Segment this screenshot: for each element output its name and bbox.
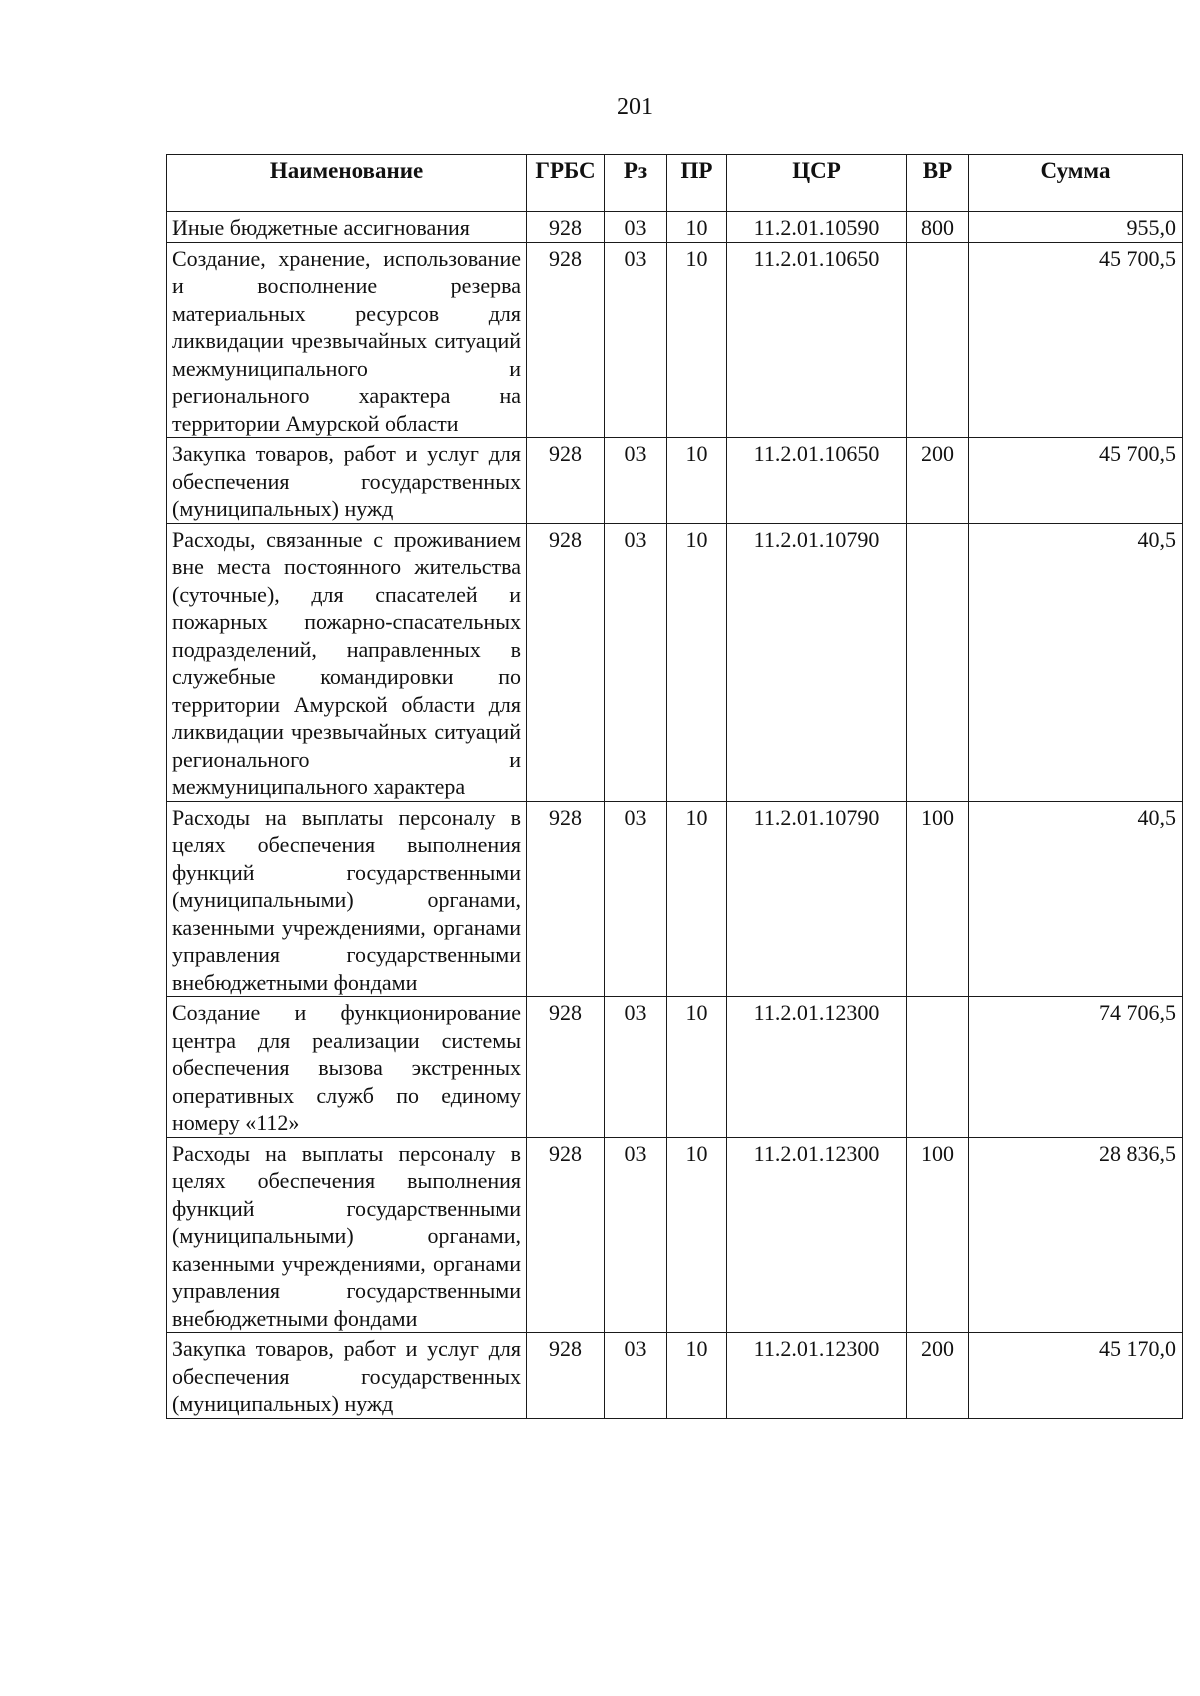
cell-rz: 03 [605, 801, 667, 997]
cell-sum: 955,0 [969, 212, 1183, 243]
cell-grbs: 928 [527, 1333, 605, 1419]
cell-vr [907, 523, 969, 801]
cell-rz: 03 [605, 997, 667, 1138]
cell-rz: 03 [605, 1333, 667, 1419]
budget-table [166, 154, 1183, 1419]
cell-name: Расходы на выплаты персоналу в целях обеспечения выполнения функций государственными (муниципальными) органами, казенными учреждениями, органами управления государственными внебюджетными фондами [167, 801, 527, 997]
cell-grbs: 928 [527, 801, 605, 997]
cell-sum: 40,5 [969, 523, 1183, 801]
table-header [167, 155, 1183, 212]
cell-csr: 11.2.01.10650 [727, 242, 907, 438]
cell-name: Закупка товаров, работ и услуг для обеспечения государственных (муниципальных) нужд [167, 1333, 527, 1419]
table-row [167, 212, 1183, 243]
cell-grbs: 928 [527, 212, 605, 243]
header-vr: ВР [907, 155, 969, 212]
cell-name: Расходы, связанные с проживанием вне места постоянного жительства (суточные), для спасателей и пожарных пожарно-спасательных подразделений, направленных в служебные командировки по территории Амурской области для ликвидации чрезвычайных ситуаций регионального и межмуниципального характера [167, 523, 527, 801]
header-name: Наименование [167, 155, 527, 212]
cell-vr: 100 [907, 801, 969, 997]
table-row [167, 438, 1183, 524]
cell-vr: 100 [907, 1137, 969, 1333]
cell-rz: 03 [605, 523, 667, 801]
cell-csr: 11.2.01.12300 [727, 1137, 907, 1333]
cell-csr: 11.2.01.10790 [727, 801, 907, 997]
cell-vr: 200 [907, 1333, 969, 1419]
cell-sum: 45 700,5 [969, 242, 1183, 438]
cell-csr: 11.2.01.12300 [727, 1333, 907, 1419]
cell-name: Расходы на выплаты персоналу в целях обеспечения выполнения функций государственными (муниципальными) органами, казенными учреждениями, органами управления государственными внебюджетными фондами [167, 1137, 527, 1333]
cell-sum: 45 700,5 [969, 438, 1183, 524]
table-body [167, 212, 1183, 1419]
header-rz: Рз [605, 155, 667, 212]
page-number: 201 [617, 94, 653, 120]
header-sum: Сумма [969, 155, 1183, 212]
cell-csr: 11.2.01.12300 [727, 997, 907, 1138]
cell-csr: 11.2.01.10790 [727, 523, 907, 801]
table-row [167, 997, 1183, 1138]
cell-name: Создание и функционирование центра для реализации системы обеспечения вызова экстренных оперативных служб по единому номеру «112» [167, 997, 527, 1138]
header-csr: ЦСР [727, 155, 907, 212]
cell-grbs: 928 [527, 438, 605, 524]
cell-pr: 10 [667, 523, 727, 801]
cell-vr [907, 997, 969, 1138]
cell-name: Иные бюджетные ассигнования [167, 212, 527, 243]
cell-rz: 03 [605, 438, 667, 524]
cell-vr: 200 [907, 438, 969, 524]
cell-sum: 45 170,0 [969, 1333, 1183, 1419]
cell-pr: 10 [667, 997, 727, 1138]
table-row [167, 1137, 1183, 1333]
cell-grbs: 928 [527, 997, 605, 1138]
cell-sum: 40,5 [969, 801, 1183, 997]
cell-pr: 10 [667, 1137, 727, 1333]
cell-rz: 03 [605, 242, 667, 438]
header-grbs: ГРБС [527, 155, 605, 212]
cell-pr: 10 [667, 212, 727, 243]
cell-name: Закупка товаров, работ и услуг для обеспечения государственных (муниципальных) нужд [167, 438, 527, 524]
cell-pr: 10 [667, 1333, 727, 1419]
cell-pr: 10 [667, 242, 727, 438]
cell-grbs: 928 [527, 523, 605, 801]
table-row [167, 242, 1183, 438]
cell-csr: 11.2.01.10590 [727, 212, 907, 243]
cell-grbs: 928 [527, 242, 605, 438]
cell-grbs: 928 [527, 1137, 605, 1333]
table-row [167, 1333, 1183, 1419]
cell-rz: 03 [605, 212, 667, 243]
cell-vr: 800 [907, 212, 969, 243]
header-row [167, 155, 1183, 212]
cell-sum: 74 706,5 [969, 997, 1183, 1138]
cell-vr [907, 242, 969, 438]
header-pr: ПР [667, 155, 727, 212]
cell-pr: 10 [667, 801, 727, 997]
cell-pr: 10 [667, 438, 727, 524]
table-row [167, 801, 1183, 997]
table-row [167, 523, 1183, 801]
cell-rz: 03 [605, 1137, 667, 1333]
cell-csr: 11.2.01.10650 [727, 438, 907, 524]
cell-name: Создание, хранение, использование и восполнение резерва материальных ресурсов для ликвидации чрезвычайных ситуаций межмуниципального и регионального характера на территории Амурской области [167, 242, 527, 438]
cell-sum: 28 836,5 [969, 1137, 1183, 1333]
